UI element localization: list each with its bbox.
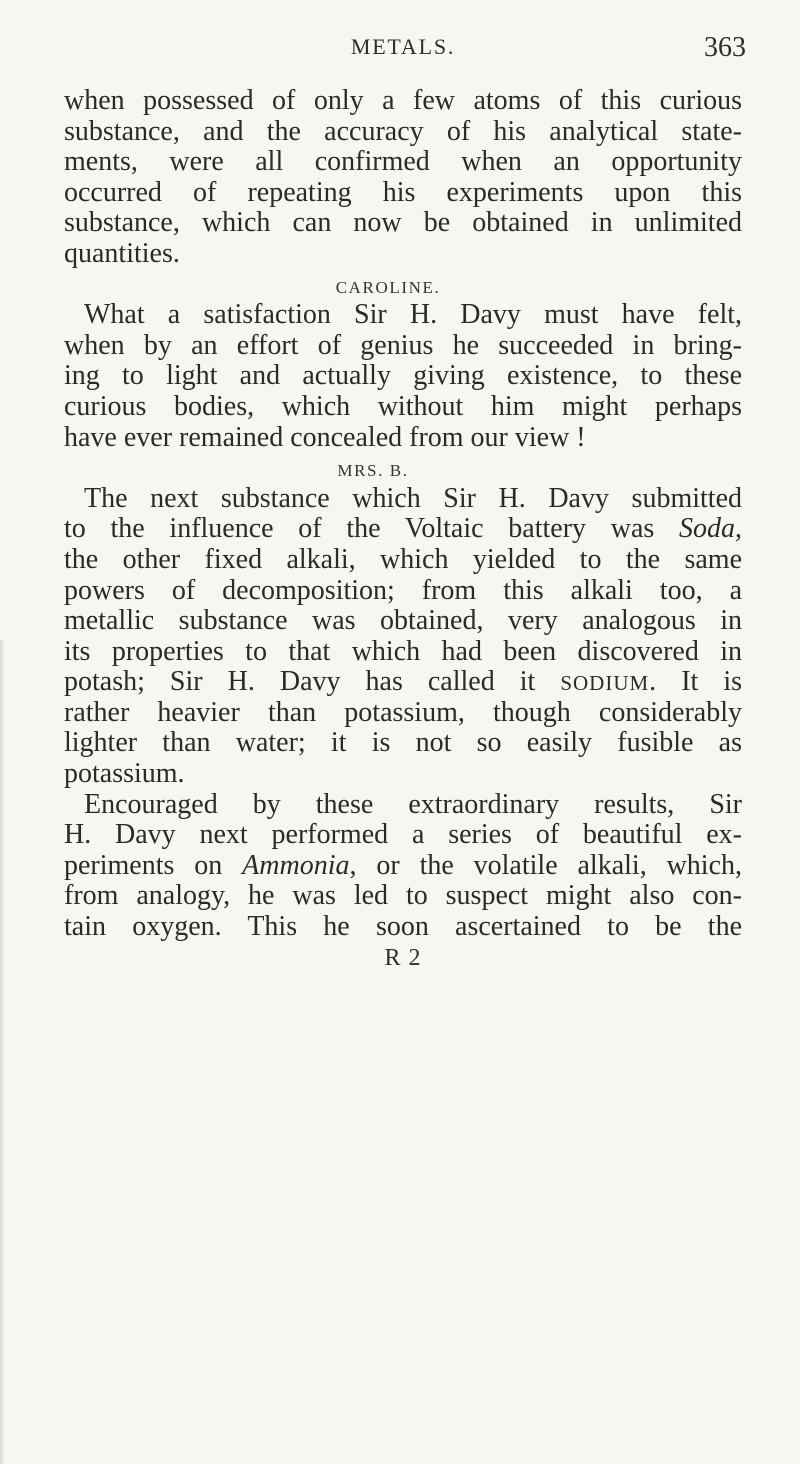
text-line: tain oxygen. This he soon ascertained to be the	[64, 912, 742, 943]
text-line: its properties to that which had been discovered in	[64, 636, 742, 667]
text-line: What a satisfaction Sir H. Davy must have felt,	[84, 300, 742, 331]
text-line: ments, were all confirmed when an opportunity	[64, 147, 742, 178]
emphasized-word: Ammonia	[242, 850, 350, 881]
emphasized-word: Soda	[679, 514, 735, 545]
emphasized-word: SODIUM	[560, 671, 650, 696]
paragraph-ammonia	[64, 790, 742, 943]
text-line: occurred of repeating his experiments upon this	[64, 177, 742, 208]
text-line-ammonia: periments on Ammonia, or the volatile alkali, which,	[64, 850, 742, 881]
text-line: substance, and the accuracy of his analytical state-	[64, 116, 742, 147]
text-line: lighter than water; it is not so easily fusible as	[64, 728, 742, 759]
text-line: when by an effort of genius he succeeded in bring-	[64, 330, 742, 361]
text-line: have ever remained concealed from our view !	[64, 422, 586, 453]
text-line: quantities.	[64, 238, 180, 269]
page-binding-shadow	[0, 640, 5, 1464]
text-line: ing to light and actually giving existence, to these	[64, 361, 742, 392]
text-line: powers of decomposition; from this alkali too, a	[64, 575, 742, 606]
text-line: Encouraged by these extraordinary results, Sir	[84, 789, 742, 820]
text-line-soda: to the influence of the Voltaic battery was Soda,	[64, 514, 742, 545]
running-head	[60, 30, 746, 70]
paragraph-continued	[64, 86, 742, 270]
running-title: METALS.	[350, 34, 456, 59]
speaker-mrs-b: MRS. B.	[337, 461, 409, 481]
text-line: potassium.	[64, 759, 185, 790]
body-text	[64, 86, 742, 973]
text-line: rather heavier than potassium, though considerably	[64, 697, 742, 728]
text-line: when possessed of only a few atoms of this curious	[64, 86, 742, 116]
paragraph-caroline	[64, 300, 742, 453]
signature-mark: R 2	[384, 944, 422, 971]
page-number: 363	[704, 32, 746, 63]
text-line-sodium: potash; Sir H. Davy has called it SODIUM. It is	[64, 667, 742, 698]
speaker-caroline: CAROLINE.	[335, 277, 441, 297]
text-line: substance, which can now be obtained in unlimited	[64, 208, 742, 239]
paragraph-sodium	[64, 484, 742, 790]
text-line: The next substance which Sir H. Davy submitted	[84, 483, 742, 514]
text-line: curious bodies, which without him might perhaps	[64, 391, 742, 422]
text-line: H. Davy next performed a series of beautiful ex-	[64, 820, 742, 851]
text-line: the other fixed alkali, which yielded to the same	[64, 544, 742, 575]
text-line: from analogy, he was led to suspect might also con-	[64, 881, 742, 912]
text-line: metallic substance was obtained, very analogous in	[64, 606, 742, 637]
